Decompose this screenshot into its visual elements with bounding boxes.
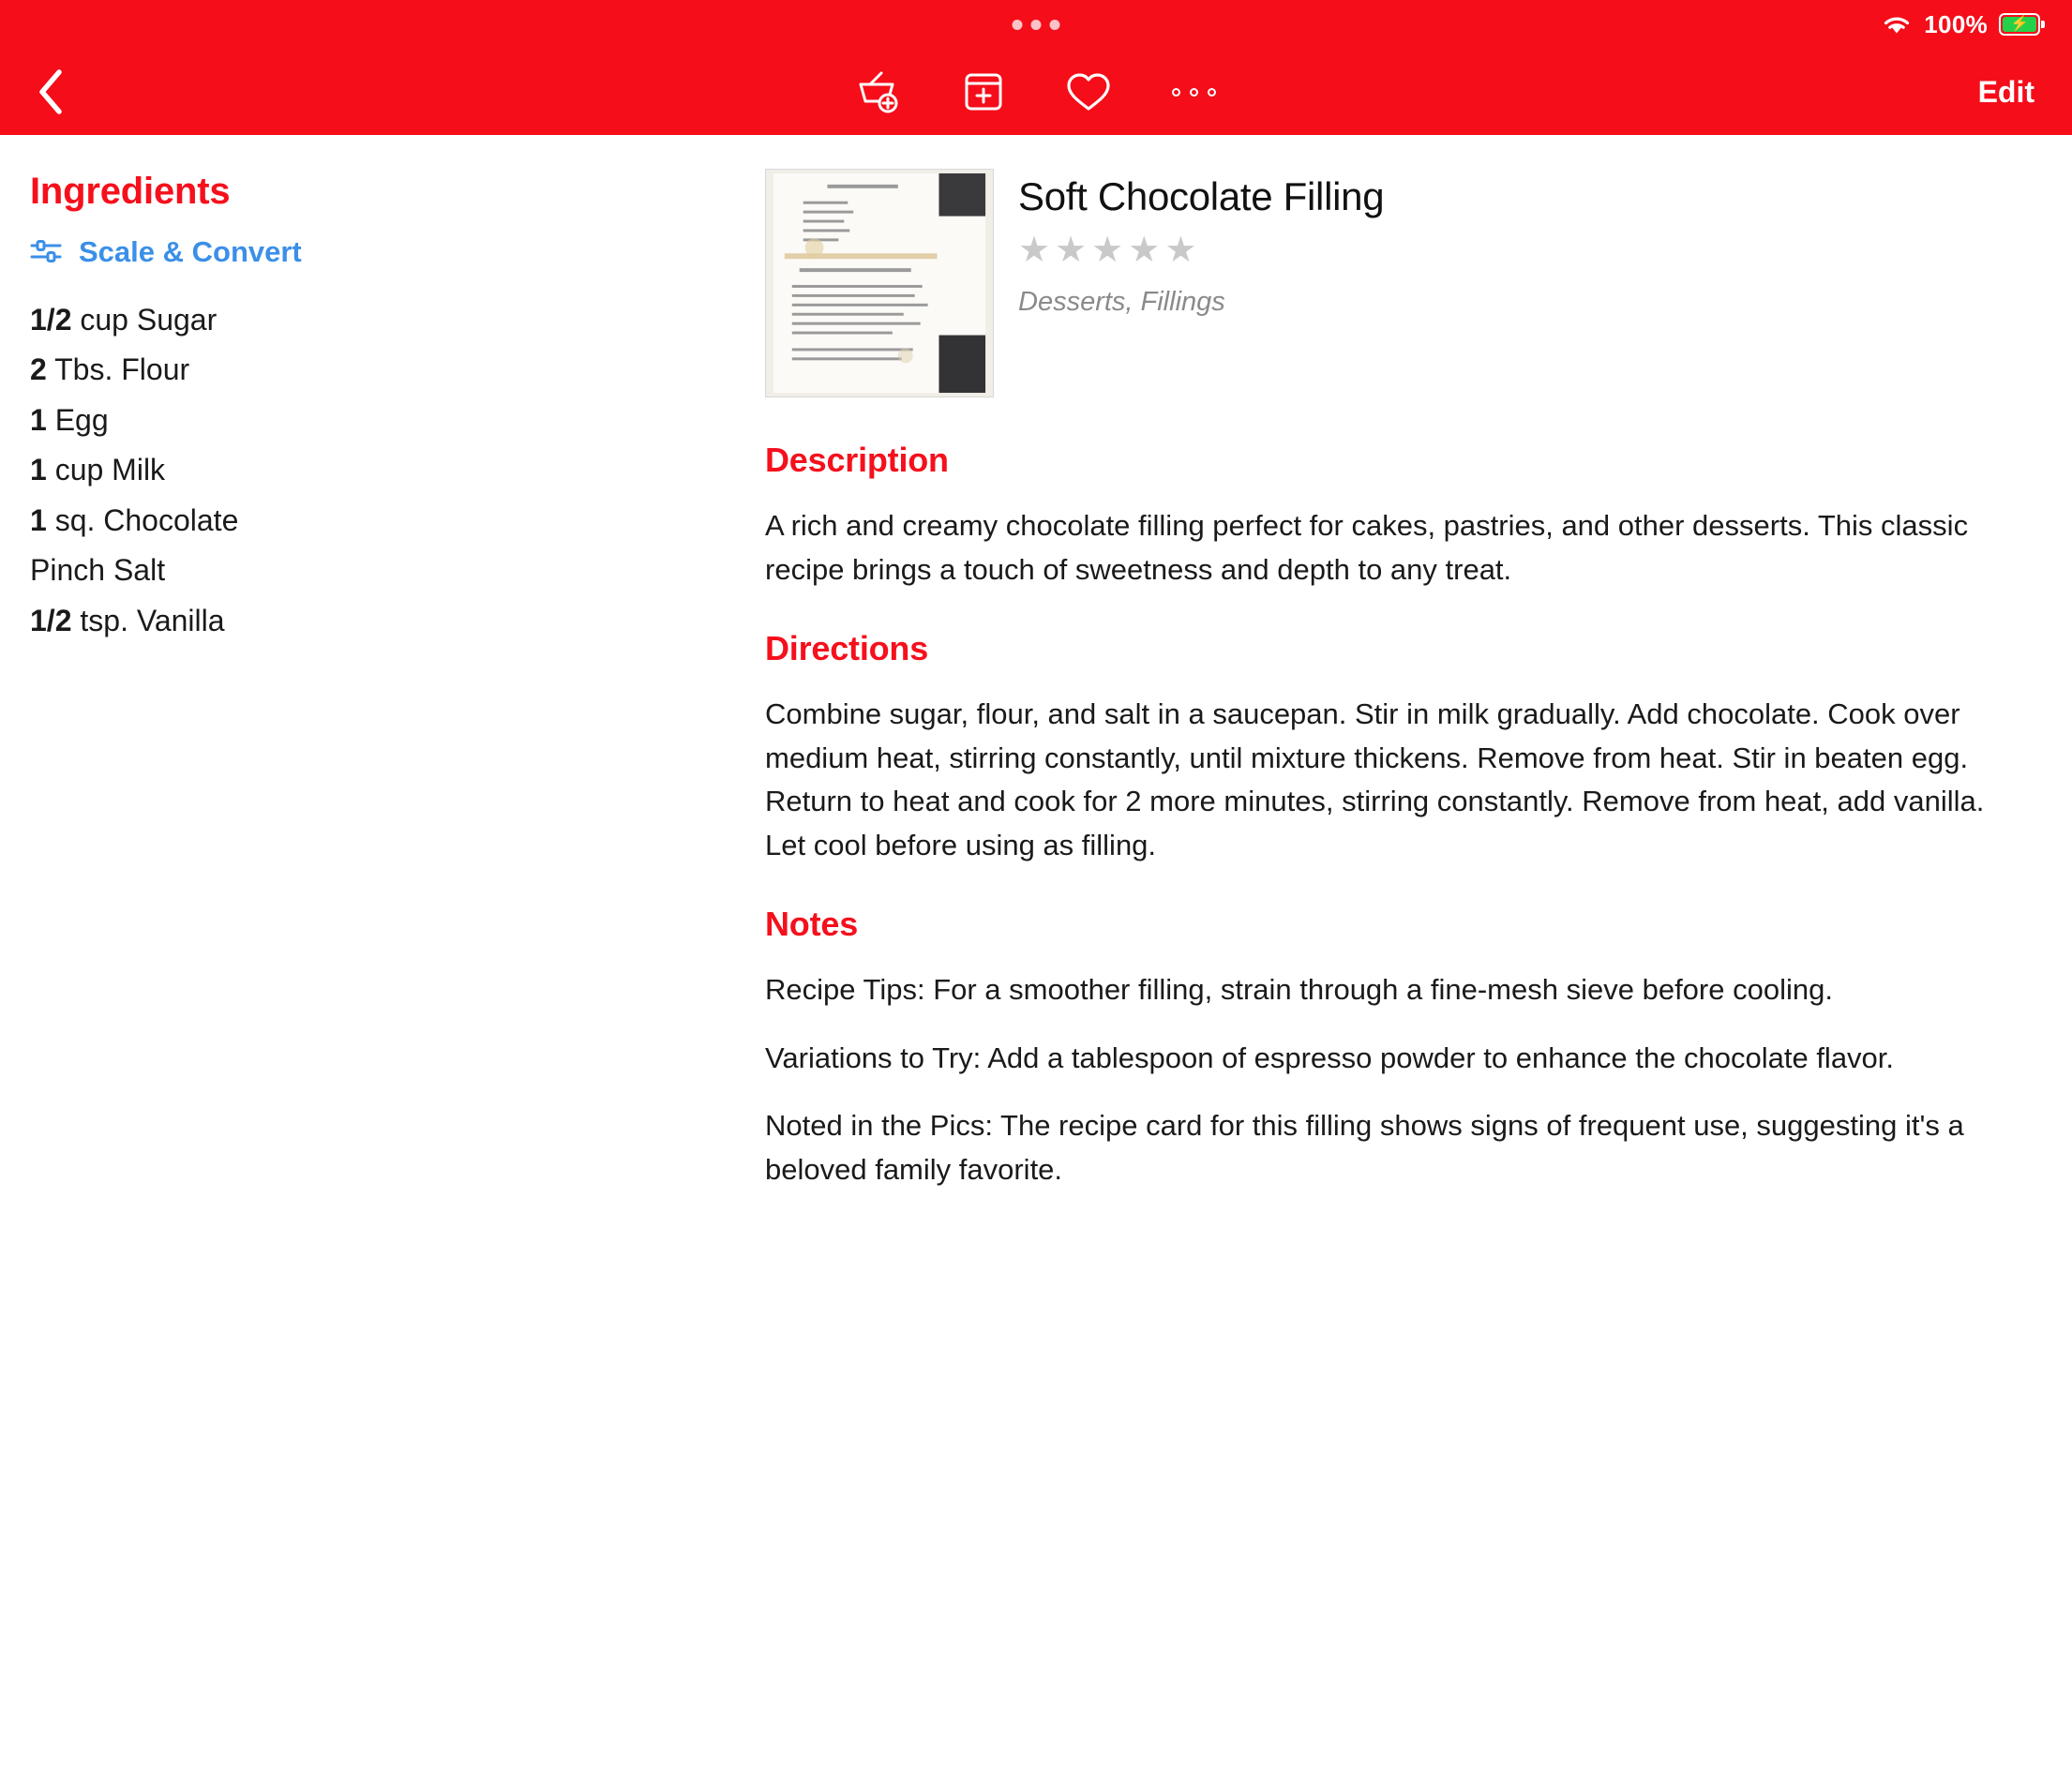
ingredients-pane [0,135,750,1782]
scale-and-convert-button[interactable] [30,235,713,269]
navigation-bar [0,49,2072,135]
note-paragraph: Variations to Try: Add a tablespoon of espresso powder to enhance the chocolate flavor. [765,1041,1895,1074]
more-dot [1190,88,1198,97]
more-options-button[interactable] [1167,66,1220,118]
list-item[interactable] [30,295,713,345]
status-right-cluster [1881,10,2040,39]
handle-dot [1031,20,1042,30]
star-1[interactable]: ★ [1018,231,1051,270]
drag-handle-dots [1013,20,1060,30]
back-button[interactable] [30,71,71,112]
recipe-meta [1018,169,1384,397]
recipe-card-thumbnail-image [766,170,993,397]
scale-and-convert-label: Scale & Convert [79,235,302,268]
toolbar-actions [852,66,1220,118]
description-heading: Description [765,441,949,479]
ingredient-amount: 1/2 [30,603,72,637]
add-to-menu-button[interactable] [957,66,1010,118]
ingredient-text: Egg [54,402,109,437]
directions-heading: Directions [765,629,929,667]
wifi-icon [1881,12,1913,37]
directions-text: Combine sugar, flour, and salt in a saucepan. Stir in milk gradually. Add chocolate. Cook over medium heat, stirring constantly, until mixture thickens. Remove from heat. Stir in beaten egg. Return to heat and cook for 2 more minutes, stirring constantly. Remove from heat, add vanilla. Let cool before using as filling. [765,697,1985,861]
add-to-shopping-list-button[interactable] [852,66,905,118]
more-dot [1208,88,1216,97]
favorite-button[interactable] [1062,66,1115,118]
battery-charging-icon: ⚡ [1999,13,2040,36]
add-to-menu-icon [961,69,1006,114]
edit-button[interactable]: Edit [1977,74,2034,109]
ingredient-amount: 1 [30,453,47,487]
handle-dot [1013,20,1023,30]
star-3[interactable]: ★ [1091,231,1124,270]
sliders-icon [30,238,62,266]
handle-dot [1050,20,1060,30]
list-item[interactable] [30,345,713,395]
note-paragraph: Noted in the Pics: The recipe card for this filling shows signs of frequent use, suggesting it's a beloved family favorite. [765,1109,1964,1186]
rating-stars[interactable] [1018,232,1384,268]
description-text: A rich and creamy chocolate filling perfect for cakes, pastries, and other desserts. This classic recipe brings a touch of sweetness and depth to any treat. [765,509,1969,586]
recipe-categories: Desserts, Fillings [1018,287,1225,317]
favorite-heart-icon [1064,69,1113,114]
directions-section [765,629,2029,867]
note-paragraph: Recipe Tips: For a smoother filling, strain through a fine-mesh sieve before cooling. [765,973,1833,1006]
chevron-left-icon [37,68,65,115]
recipe-detail-pane [750,135,2072,1782]
ingredient-text: Pinch Salt [30,553,166,588]
page-title: Soft Chocolate Filling [1018,174,1385,218]
star-4[interactable]: ★ [1128,231,1161,270]
list-item[interactable] [30,546,713,595]
ingredient-amount: 1 [30,402,47,437]
star-2[interactable]: ★ [1055,231,1088,270]
ingredient-text: Tbs. Flour [54,352,190,387]
list-item[interactable] [30,396,713,445]
more-dot [1172,88,1180,97]
ingredient-amount: 2 [30,352,47,387]
ingredient-amount: 1 [30,502,47,537]
ingredient-text: cup Milk [54,453,166,487]
battery-percent-label: 100% [1924,9,1988,38]
notes-heading: Notes [765,905,859,943]
list-item[interactable] [30,445,713,495]
status-bar [0,0,2072,49]
ingredient-amount: 1/2 [30,303,72,337]
ingredients-heading: Ingredients [30,171,231,212]
ingredient-text: tsp. Vanilla [80,603,225,637]
recipe-header [765,169,2029,397]
notes-section [765,905,2029,1191]
ingredient-text: sq. Chocolate [54,502,239,537]
description-section [765,441,2029,592]
list-item[interactable] [30,496,713,546]
recipe-card-photo[interactable] [765,169,994,397]
add-to-shopping-list-icon [853,69,904,114]
ingredient-list [30,295,713,646]
star-5[interactable]: ★ [1164,231,1197,270]
ingredient-text: cup Sugar [80,303,218,337]
list-item[interactable] [30,596,713,646]
main-content [0,135,2072,1782]
